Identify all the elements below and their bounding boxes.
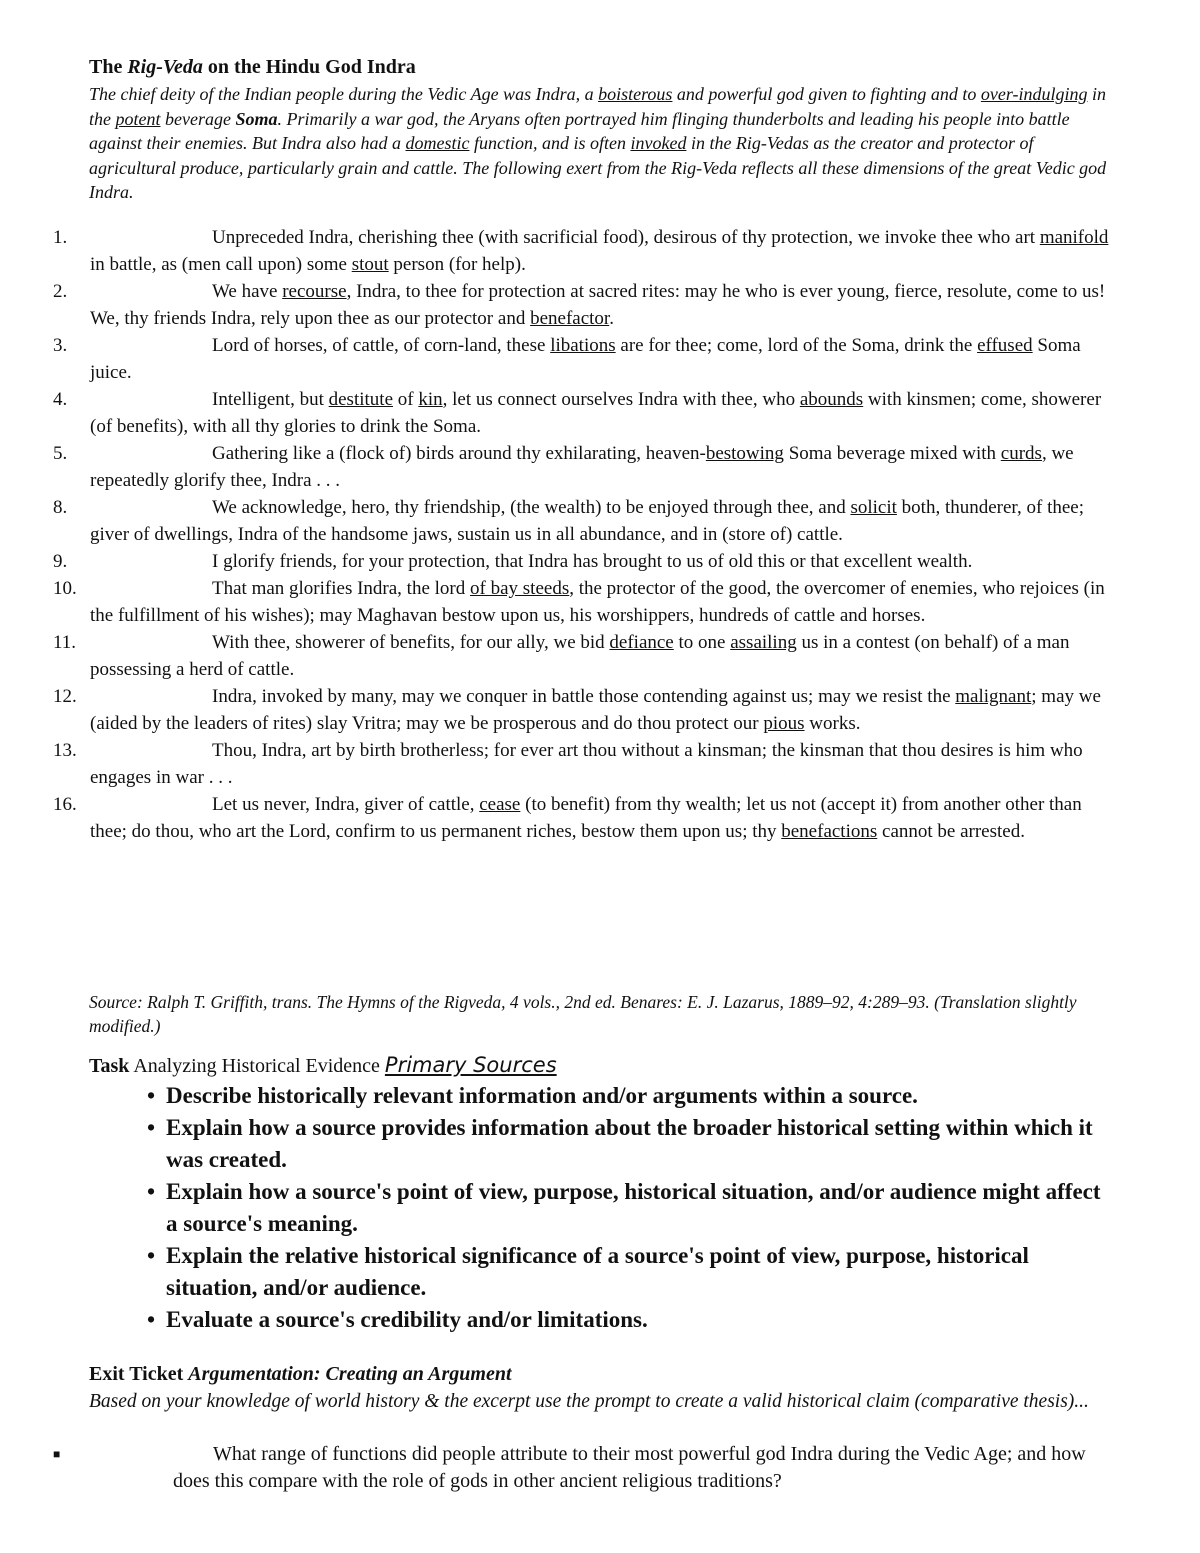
vocab-word: domestic xyxy=(405,133,470,154)
intro-paragraph: The chief deity of the Indian people during the Vedic Age was Indra, a boisterous and powerful god given to fighting and to over-indulging in the potent beverage Soma. Primarily a war god, the Aryans often portrayed him flinging thunderbolts and leading his people into battle against their enemies. But Indra also had a domestic function, and is often invoked in the Rig-Vedas as the creator and protector of agricultural produce, particularly grain and cattle. The following exert from the Rig-Veda reflects all these dimensions of the great Vedic god Indra. xyxy=(89,84,1107,203)
vocab-word: stout xyxy=(351,254,389,275)
verse-number: 13. xyxy=(53,740,77,761)
exit-ticket-subtitle: Argumentation: Creating an Argument xyxy=(188,1363,512,1385)
skill-item: • Explain how a source's point of view, purpose, historical situation, and/or audience might affect a source's meaning. xyxy=(147,1176,1107,1240)
square-bullet-icon: ■ xyxy=(53,1447,61,1461)
prompt-item xyxy=(53,1441,1113,1495)
vocab-word: boisterous xyxy=(598,84,673,104)
vocab-word: benefactor xyxy=(530,308,610,329)
verse-item: 10. That man glorifies Indra, the lord of bay steeds, the protector of the good, the overcomer of enemies, who rejoices (in the fulfillment of his wishes); may Maghavan bestow upon us, his worshippers, hundreds of cattle and horses. xyxy=(53,575,1113,629)
exit-ticket-instructions: Based on your knowledge of world history & the excerpt use the prompt to create a valid historical claim (comparative thesis)... xyxy=(89,1391,1089,1412)
verse-item: 9. I glorify friends, for your protection, that Indra has brought to us of old this or that excellent wealth. xyxy=(53,548,1113,575)
vocab-word: benefactions xyxy=(781,821,878,842)
vocab-word: over-indulging xyxy=(980,84,1088,104)
vocab-word: of bay steeds xyxy=(470,578,570,599)
verse-item: 16. Let us never, Indra, giver of cattle, cease (to benefit) from thy wealth; let us not (accept it) from another other than thee; do thou, who art the Lord, confirm to us permanent riches, bestow them upon us; thy benefactions cannot be arrested. xyxy=(53,791,1113,845)
verse-number: 11. xyxy=(53,632,77,653)
vocab-word: manifold xyxy=(1039,227,1109,248)
verse-number: 1. xyxy=(53,227,68,248)
verse-item: 2. We have recourse, Indra, to thee for protection at sacred rites: may he who is ever young, fierce, resolute, come to us! We, thy friends Indra, rely upon thee as our protector and benefactor. xyxy=(53,278,1113,332)
exit-ticket-heading xyxy=(89,1360,512,1388)
task-heading: Task Analyzing Historical Evidence Primary Sources xyxy=(89,1053,557,1077)
page-title: The Rig-Veda on the Hindu God Indra xyxy=(89,56,416,78)
title-italic: Rig-Veda xyxy=(127,56,203,78)
task-label: Task xyxy=(89,1055,130,1077)
vocab-word: solicit xyxy=(850,497,897,518)
bullet-icon: • xyxy=(147,1115,156,1140)
primary-sources-link[interactable]: Primary Sources xyxy=(384,1053,557,1077)
skill-item: • Explain the relative historical significance of a source's point of view, purpose, historical situation, and/or audience. xyxy=(147,1240,1107,1304)
verse-number: 4. xyxy=(53,389,68,410)
exit-ticket-label: Exit Ticket xyxy=(89,1363,189,1385)
verse-number: 3. xyxy=(53,335,68,356)
vocab-word: recourse xyxy=(282,281,347,302)
verse-number: 12. xyxy=(53,686,77,707)
skill-item: • Explain how a source provides information about the broader historical setting within which it was created. xyxy=(147,1112,1107,1176)
verse-number: 16. xyxy=(53,794,77,815)
verse-item: 8. We acknowledge, hero, thy friendship, (the wealth) to be enjoyed through thee, and solicit both, thunderer, of thee; giver of dwellings, Indra of the handsome jaws, sustain us in all abundance, and in (store of) cattle. xyxy=(53,494,1113,548)
vocab-word: cease xyxy=(479,794,521,815)
vocab-word: effused xyxy=(977,335,1033,356)
vocab-word: bestowing xyxy=(705,443,784,464)
vocab-word: pious xyxy=(763,713,805,734)
source-citation: Source: Ralph T. Griffith, trans. The Hymns of the Rigveda, 4 vols., 2nd ed. Benares: E. J. Lazarus, 1889–92, 4:289–93. (Translation slightly modified.) xyxy=(89,992,1077,1036)
verse-item: 1. Unpreceded Indra, cherishing thee (with sacrificial food), desirous of thy protection, we invoke thee who art manifold in battle, as (men call upon) some stout person (for help). xyxy=(53,224,1113,278)
vocab-word: assailing xyxy=(730,632,797,653)
verse-number: 5. xyxy=(53,443,68,464)
skill-item: • Describe historically relevant information and/or arguments within a source. xyxy=(147,1080,1107,1112)
verse-item: 13. Thou, Indra, art by birth brotherless; for ever art thou without a kinsman; the kinsman that thou desires is him who engages in war . . . xyxy=(53,737,1113,791)
vocab-word: defiance xyxy=(609,632,674,653)
verse-item: 5. Gathering like a (flock of) birds around thy exhilarating, heaven-bestowing Soma beverage mixed with curds, we repeatedly glorify thee, Indra . . . xyxy=(53,440,1113,494)
verse-number: 8. xyxy=(53,497,68,518)
bullet-icon: • xyxy=(147,1243,156,1268)
verse-item: 4. Intelligent, but destitute of kin, let us connect ourselves Indra with thee, who abounds with kinsmen; come, showerer (of benefits), with all thy glories to drink the Soma. xyxy=(53,386,1113,440)
verse-item: 12. Indra, invoked by many, may we conquer in battle those contending against us; may we resist the malignant; may we (aided by the leaders of rites) slay Vritra; may we be prosperous and do thou protect our pious works. xyxy=(53,683,1113,737)
vocab-word: abounds xyxy=(799,389,864,410)
skills-list xyxy=(147,1080,1107,1336)
verse-item: 11. With thee, showerer of benefits, for our ally, we bid defiance to one assailing us in a contest (on behalf) of a man possessing a herd of cattle. xyxy=(53,629,1113,683)
verse-list xyxy=(53,224,1113,845)
bullet-icon: • xyxy=(147,1179,156,1204)
vocab-word: destitute xyxy=(328,389,394,410)
soma-term: Soma xyxy=(235,108,278,129)
verse-item: 3. Lord of horses, of cattle, of corn-land, these libations are for thee; come, lord of the Soma, drink the effused Soma juice. xyxy=(53,332,1113,386)
vocab-word: kin xyxy=(418,389,443,410)
vocab-word: invoked xyxy=(630,133,687,154)
verse-number: 10. xyxy=(53,578,77,599)
bullet-icon: • xyxy=(147,1307,156,1332)
verse-number: 9. xyxy=(53,551,68,572)
verse-number: 2. xyxy=(53,281,68,302)
vocab-word: potent xyxy=(115,108,161,129)
bullet-icon: • xyxy=(147,1083,156,1108)
prompt-text: What range of functions did people attribute to their most powerful god Indra during the Vedic Age; and how does this compare with the role of gods in other ancient religious traditions? xyxy=(173,1443,1086,1492)
vocab-word: curds xyxy=(1000,443,1042,464)
skill-item: • Evaluate a source's credibility and/or limitations. xyxy=(147,1304,1107,1336)
vocab-word: libations xyxy=(550,335,616,356)
vocab-word: malignant xyxy=(955,686,1032,707)
